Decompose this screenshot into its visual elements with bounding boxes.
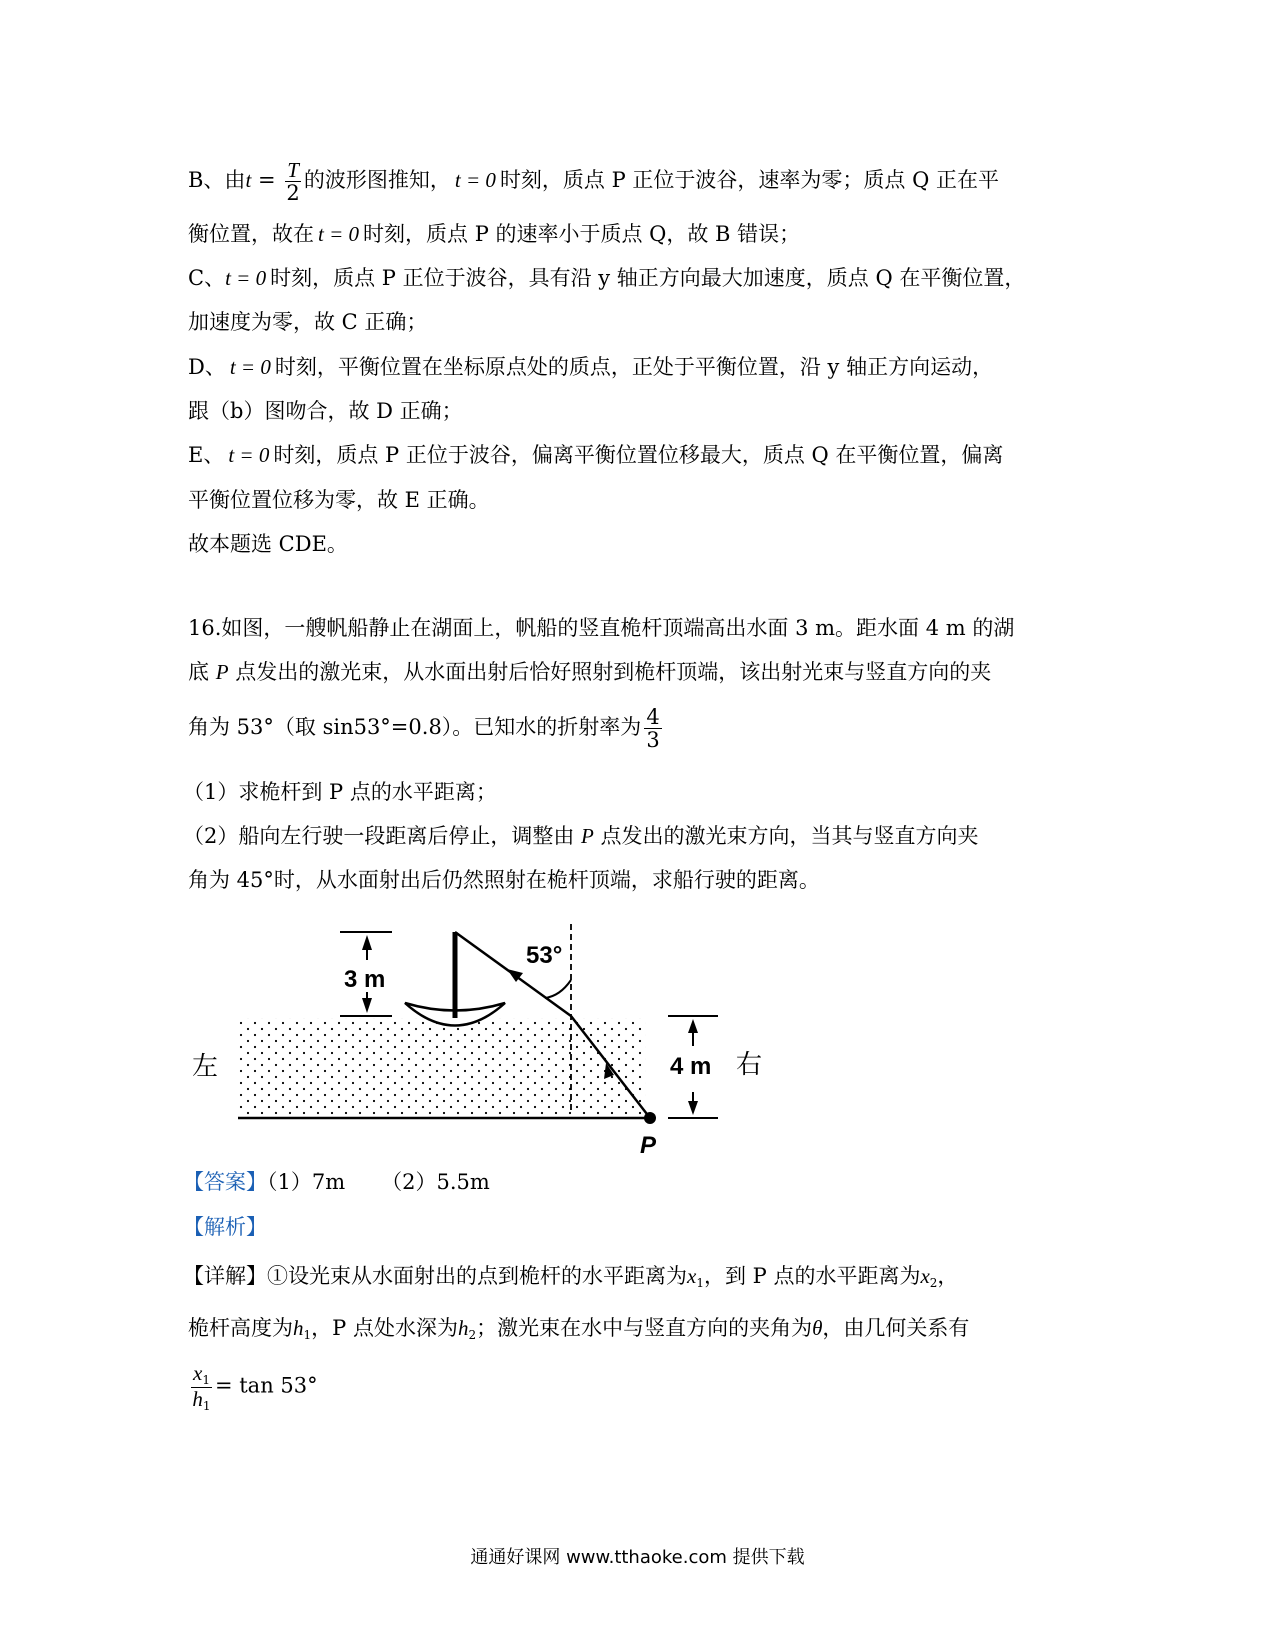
q16-text1: 16.如图，一艘帆船静止在湖面上，帆船的竖直桅杆顶端高出水面 3 m。距水面 4 m 的湖: [188, 616, 1015, 640]
label-right: 右: [736, 1050, 763, 1080]
t-zero: t = 0: [228, 443, 270, 467]
dim-4m-arrowhead-up: [688, 1019, 698, 1033]
equals: =: [251, 168, 283, 193]
detail-tag: 【详解】: [183, 1264, 267, 1288]
label-4m: 4 m: [670, 1053, 712, 1080]
q16-text3: 角为 53°（取 sin53°=0.8）。已知水的折射率为: [188, 715, 642, 740]
subscript-2: 2: [468, 1328, 477, 1342]
q16-text2a: 底: [188, 660, 216, 684]
subscript-1: 1: [202, 1398, 211, 1413]
var-t: t: [245, 168, 252, 193]
label-3m: 3 m: [344, 966, 386, 993]
point-p-dot: [644, 1112, 656, 1124]
equation-rhs: = tan 53°: [214, 1373, 318, 1398]
option-b-text1: 的波形图推知，: [303, 168, 451, 193]
detail-text1b: ，到 P 点的水平距离为: [703, 1264, 921, 1288]
option-e-prefix: E、: [188, 443, 225, 467]
dim-3m-arrowhead-down: [362, 998, 372, 1013]
detail-line1: [183, 1262, 958, 1297]
option-b-line2b: 时刻，质点 P 的速率小于质点 Q，故 B 错误；: [363, 222, 801, 246]
answer-line: [183, 1168, 490, 1196]
fraction-den: 2: [286, 181, 300, 206]
t-zero: t = 0: [454, 168, 496, 193]
option-d-text2: 跟（b）图吻合，故 D 正确；: [188, 399, 463, 423]
detail-text2b: ，P 点处水深为: [311, 1316, 458, 1340]
option-c-prefix: C、: [188, 266, 226, 290]
detail-line2: [188, 1314, 969, 1349]
fraction-h1: [191, 1388, 212, 1413]
answer-part2: （2）5.5m: [381, 1170, 490, 1194]
footer-text: 通通好课网 www.tthaoke.com 提供下载: [470, 1547, 805, 1568]
var-x1: x: [193, 1361, 203, 1385]
option-b-prefix: B、由: [188, 168, 246, 193]
detail-equation: [188, 1362, 318, 1412]
label-p: P: [640, 1132, 657, 1159]
analysis-tag: 【解析】: [183, 1215, 267, 1239]
t-zero: t = 0: [225, 266, 267, 290]
answer-part1: （1）7m: [267, 1170, 346, 1194]
subscript-2: 2: [929, 1276, 938, 1290]
option-b-text2: 时刻，质点 P 正位于波谷，速率为零；质点 Q 正在平: [499, 168, 999, 193]
q16-text2b: 点发出的激光束，从水面出射后恰好照射到桅杆顶端，该出射光束与竖直方向的夹: [228, 660, 992, 684]
q16-sub2-text2: 角为 45°时，从水面射出后仍然照射在桅杆顶端，求船行驶的距离。: [188, 868, 820, 892]
page-footer: [0, 1543, 1275, 1569]
analysis-line: [183, 1213, 267, 1241]
point-p: P: [215, 660, 229, 684]
t-zero: t = 0: [229, 355, 271, 379]
dim-4m-arrowhead-down: [688, 1101, 698, 1115]
var-h2: h: [457, 1316, 469, 1340]
subscript-1: 1: [202, 1373, 210, 1387]
q16-sub1-text: （1）求桅杆到 P 点的水平距离；: [183, 780, 497, 804]
label-angle: 53°: [526, 942, 563, 969]
angle-arc: [545, 980, 571, 998]
point-p: P: [581, 824, 594, 848]
var-h1: h: [192, 1386, 203, 1411]
option-c-text2: 加速度为零，故 C 正确；: [188, 310, 428, 334]
option-d-prefix: D、: [188, 355, 226, 379]
fraction-x1: [191, 1362, 212, 1388]
answer-tag: 【答案】: [183, 1170, 267, 1194]
t-zero: t = 0: [318, 222, 360, 246]
subscript-1: 1: [696, 1276, 704, 1290]
detail-text2a: 桅杆高度为: [188, 1316, 293, 1340]
subscript-1: 1: [303, 1328, 312, 1342]
detail-text2c: ；激光束在水中与竖直方向的夹角为: [476, 1316, 813, 1340]
detail-text2d: ，由几何关系有: [822, 1316, 970, 1340]
q16-sub2-text1b: 点发出的激光束方向，当其与竖直方向夹: [593, 824, 979, 848]
var-h1: h: [293, 1316, 304, 1340]
dim-3m-arrowhead-up: [362, 935, 372, 950]
var-x2: x: [920, 1264, 930, 1288]
var-theta: θ: [812, 1316, 823, 1340]
fraction-num: T: [287, 158, 299, 182]
option-e-text2: 平衡位置位移为零，故 E 正确。: [188, 488, 490, 512]
var-x1: x: [687, 1264, 697, 1288]
fraction-n-num: 4: [646, 705, 660, 729]
option-d-text1: 时刻，平衡位置在坐标原点处的质点，正处于平衡位置，沿 y 轴正方向运动，: [274, 355, 994, 379]
label-left: 左: [192, 1052, 219, 1082]
fraction-n-den: 3: [646, 728, 660, 753]
q16-sub2-text1a: （2）船向左行驶一段距离后停止，调整由: [183, 824, 582, 848]
option-e-text1: 时刻，质点 P 正位于波谷，偏离平衡位置位移最大，质点 Q 在平衡位置，偏离: [273, 443, 1004, 467]
detail-text1c: ，: [937, 1264, 959, 1288]
fraction-x1-over-h1: [191, 1362, 212, 1412]
option-b-line2a: 衡位置，故在: [188, 222, 314, 246]
option-c-text1: 时刻，质点 P 正位于波谷，具有沿 y 轴正方向最大加速度，质点 Q 在平衡位置，: [270, 266, 1026, 290]
conclusion-text: 故本题选 CDE。: [188, 532, 348, 556]
detail-text1a: ①设光束从水面射出的点到桅杆的水平距离为: [267, 1264, 687, 1288]
